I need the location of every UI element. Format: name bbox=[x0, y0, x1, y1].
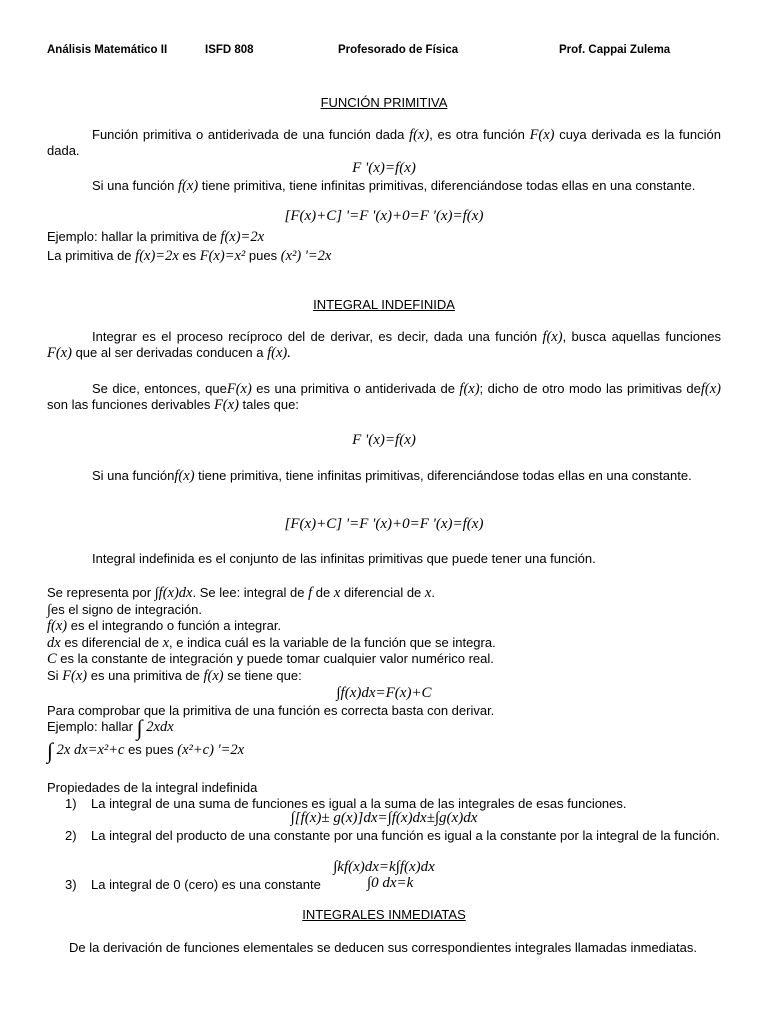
example-line bbox=[47, 229, 264, 245]
text: Se representa por bbox=[47, 585, 152, 600]
math-inline: f(x) bbox=[47, 618, 68, 634]
equation: [F(x)+C] '=F '(x)+0=F '(x)=f(x) bbox=[284, 208, 484, 224]
text: Si una función bbox=[92, 178, 175, 193]
example-line bbox=[47, 248, 331, 264]
text: de bbox=[315, 585, 331, 600]
math-inline: f(x) bbox=[542, 329, 563, 345]
text: Ejemplo: hallar bbox=[47, 719, 133, 734]
list-number: 3) bbox=[65, 877, 77, 892]
math-inline: (x²) '=2x bbox=[280, 248, 332, 264]
text: cuya derivada es la función dada. bbox=[47, 127, 721, 158]
header-institute: ISFD 808 bbox=[205, 44, 254, 56]
property-text: La integral de 0 (cero) es una constante bbox=[91, 877, 321, 892]
equation: F '(x)=f(x) bbox=[352, 160, 416, 176]
math-inline: f(x) bbox=[700, 381, 721, 397]
text: tiene primitiva, tiene infinitas primitivas, diferenciándose todas ellas en una constante. bbox=[198, 468, 692, 483]
integral-sign: ∫ bbox=[47, 738, 54, 763]
properties-heading: Propiedades de la integral indefinida bbox=[47, 780, 258, 795]
header-program: Profesorado de Física bbox=[338, 44, 459, 56]
paragraph-indefinite-integral: Integral indefinida es el conjunto de las infinitas primitivas que puede tener una función. bbox=[92, 551, 596, 566]
math-inline: F(x) bbox=[529, 127, 555, 143]
example-line bbox=[47, 715, 174, 740]
math-inline: F(x) bbox=[62, 668, 88, 684]
text: es el signo de integración. bbox=[50, 602, 203, 617]
text: tales que: bbox=[242, 397, 299, 412]
paragraph-antiderivative bbox=[47, 381, 721, 413]
text: Si bbox=[47, 668, 59, 683]
paragraph-immediate-integrals: De la derivación de funciones elementales se deducen sus correspondientes integrales llamadas inmediatas. bbox=[69, 940, 697, 955]
text: son las funciones derivables bbox=[47, 397, 211, 412]
paragraph-infinite-primitives bbox=[47, 178, 721, 194]
math-inline: x bbox=[333, 585, 341, 601]
section-title-integrales-inmediatas: INTEGRALES INMEDIATAS bbox=[302, 907, 466, 922]
math-inline: F(x) bbox=[213, 397, 239, 413]
text: es pues bbox=[128, 742, 174, 757]
text: . Se lee: integral de bbox=[192, 585, 305, 600]
math-inline: 2x dx=x²+c bbox=[56, 742, 125, 758]
math-inline: ∫f(x)dx bbox=[154, 585, 193, 601]
equation: ∫f(x)dx=F(x)+C bbox=[336, 685, 432, 701]
math-inline: f(x) bbox=[174, 468, 195, 484]
property-text: La integral del producto de una constante por una función es igual a la constante por la integral de la función. bbox=[91, 828, 720, 843]
text: . bbox=[431, 585, 435, 600]
text: Función primitiva o antiderivada de una función dada bbox=[92, 127, 405, 142]
section-title-integral-indefinida: INTEGRAL INDEFINIDA bbox=[313, 297, 455, 312]
math-inline: f(x). bbox=[267, 345, 291, 361]
equation: ∫[f(x)± g(x)]dx=∫f(x)dx±∫g(x)dx bbox=[290, 810, 478, 826]
math-inline: f(x)=2x bbox=[220, 229, 265, 245]
header-course: Análisis Matemático II bbox=[47, 44, 168, 56]
property-text: La integral de una suma de funciones es igual a la suma de las integrales de esas funciones. bbox=[91, 796, 627, 811]
math-inline: F(x) bbox=[47, 345, 72, 361]
text: Integrar es el proceso recíproco del de derivar, es decir, dada una función bbox=[92, 329, 538, 344]
math-inline: (x²+c) '=2x bbox=[177, 742, 245, 758]
list-number: 1) bbox=[65, 796, 77, 811]
math-inline: f bbox=[308, 585, 313, 601]
header-teacher: Prof. Cappai Zulema bbox=[559, 44, 671, 56]
math-inline: f(x) bbox=[409, 127, 430, 143]
text: pues bbox=[248, 248, 278, 263]
text: La primitiva de bbox=[47, 248, 132, 263]
page-header bbox=[47, 44, 721, 60]
list-number: 2) bbox=[65, 828, 77, 843]
equation: F '(x)=f(x) bbox=[352, 432, 416, 448]
text: se tiene que: bbox=[227, 668, 302, 683]
math-inline: f(x) bbox=[203, 668, 224, 684]
paragraph-definition bbox=[47, 127, 721, 159]
equation: ∫0 dx=k bbox=[367, 875, 414, 891]
integral-sign: ∫ bbox=[47, 602, 51, 618]
definition-line bbox=[47, 602, 202, 618]
integral-sign: ∫ bbox=[136, 715, 143, 740]
text-line: Para comprobar que la primitiva de una función es correcta basta con derivar. bbox=[47, 703, 495, 718]
text: es una primitiva de bbox=[90, 668, 200, 683]
text: es diferencial de bbox=[64, 635, 159, 650]
math-inline: f(x) bbox=[178, 178, 199, 194]
text: es bbox=[182, 248, 197, 263]
definition-line bbox=[47, 651, 494, 667]
property-item bbox=[65, 828, 721, 844]
math-inline: F(x)=x² bbox=[199, 248, 246, 264]
example-line bbox=[47, 738, 245, 763]
text: es el integrando o función a integrar. bbox=[70, 618, 282, 633]
equation: ∫kf(x)dx=k∫f(x)dx bbox=[333, 859, 435, 875]
text: Ejemplo: hallar la primitiva de bbox=[47, 229, 217, 244]
text: Si una función bbox=[92, 468, 175, 483]
representation-line bbox=[47, 585, 435, 601]
text: , busca aquellas funciones bbox=[562, 329, 721, 344]
math-inline: f(x)=2x bbox=[135, 248, 179, 264]
math-inline: dx bbox=[47, 635, 61, 651]
definition-line bbox=[47, 635, 496, 651]
text: Se dice, entonces, que bbox=[92, 381, 227, 396]
section-title-funcion-primitiva: FUNCIÓN PRIMITIVA bbox=[320, 95, 448, 110]
definition-line bbox=[47, 668, 302, 684]
text: diferencial de bbox=[343, 585, 422, 600]
paragraph-integrate bbox=[47, 329, 721, 361]
text: es la constante de integración y puede tomar cualquier valor numérico real. bbox=[60, 651, 494, 666]
text: que al ser derivadas conducen a bbox=[75, 345, 264, 360]
definition-line bbox=[47, 618, 281, 634]
text: ; dicho de otro modo las primitivas de bbox=[479, 381, 701, 396]
math-inline: x bbox=[424, 585, 432, 601]
math-inline: x bbox=[162, 635, 170, 651]
text: tiene primitiva, tiene infinitas primitivas, diferenciándose todas ellas en una constante. bbox=[201, 178, 696, 193]
math-inline: 2xdx bbox=[146, 719, 174, 735]
math-inline: C bbox=[47, 651, 57, 667]
paragraph-infinite-primitives-2 bbox=[47, 468, 721, 484]
text: , e indica cuál es la variable de la función que se integra. bbox=[169, 635, 496, 650]
text: , es otra función bbox=[429, 127, 525, 142]
math-inline: f(x) bbox=[459, 381, 480, 397]
text: es una primitiva o antiderivada de bbox=[256, 381, 455, 396]
math-inline: F(x) bbox=[226, 381, 252, 397]
equation: [F(x)+C] '=F '(x)+0=F '(x)=f(x) bbox=[284, 516, 484, 532]
